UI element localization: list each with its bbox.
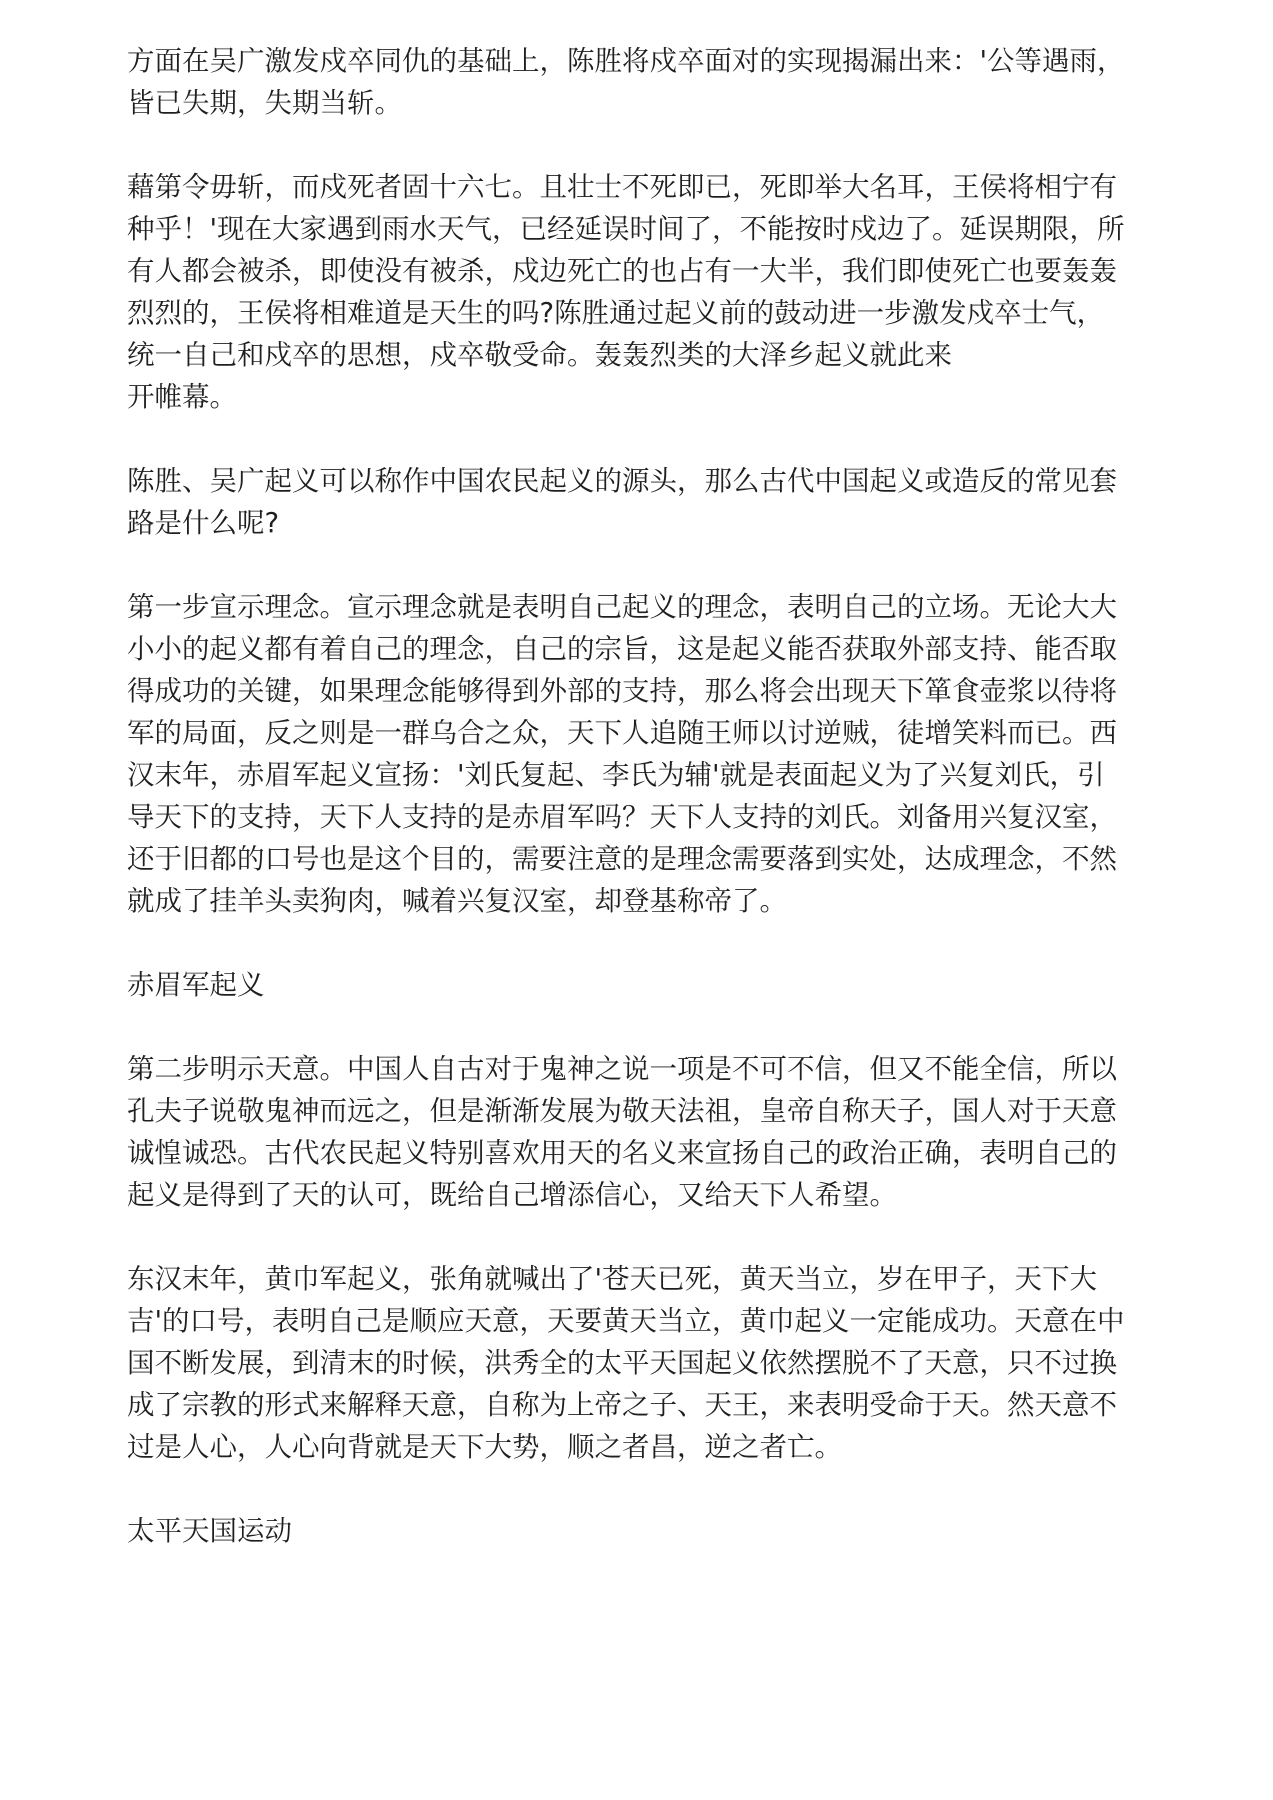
text-line: 导天下的支持，天下人支持的是赤眉军吗？天下人支持的刘氏。刘备用兴复汉室， [127,801,1117,833]
text-line: 孔夫子说敬鬼神而远之，但是渐渐发展为敬天法祖，皇帝自称天子，国人对于天意 [127,1095,1117,1127]
heading-text: 太平天国运动 [127,1515,292,1547]
text-line: 开帷幕。 [127,381,237,413]
paragraph-3 [127,460,1162,544]
text-line: 第一步宣示理念。宣示理念就是表明自己起义的理念，表明自己的立场。无论大大 [127,591,1117,623]
section-heading-taiping [127,1510,1162,1552]
text-line: 吉'的口号，表明自己是顺应天意，天要黄天当立，黄巾起义一定能成功。天意在中 [127,1305,1125,1337]
text-line: 军的局面，反之则是一群乌合之众，天下人追随王师以讨逆贼，徒增笑料而已。西 [127,717,1117,749]
text-line: 统一自己和戍卒的思想，戍卒敬受命。轰轰烈类的大泽乡起义就此来 [127,339,952,371]
paragraph-4 [127,586,1162,922]
paragraph-6 [127,1258,1162,1468]
heading-text: 赤眉军起义 [127,969,265,1001]
text-line: 陈胜、吴广起义可以称作中国农民起义的源头，那么古代中国起义或造反的常见套 [127,465,1117,497]
paragraph-5 [127,1048,1162,1216]
text-line: 过是人心，人心向背就是天下大势，顺之者昌，逆之者亡。 [127,1431,842,1463]
text-line: 起义是得到了天的认可，既给自己增添信心，又给天下人希望。 [127,1179,897,1211]
text-line: 东汉末年，黄巾军起义，张角就喊出了'苍天已死，黄天当立，岁在甲子，天下大 [127,1263,1098,1295]
text-line: 诚惶诚恐。古代农民起义特别喜欢用天的名义来宣扬自己的政治正确，表明自己的 [127,1137,1117,1169]
article-body [127,40,1162,1594]
paragraph-1 [127,40,1162,124]
paragraph-2 [127,166,1162,418]
text-line: 方面在吴广激发戍卒同仇的基础上，陈胜将戍卒面对的实现揭漏出来：'公等遇雨， [127,45,1125,77]
text-line: 种乎！'现在大家遇到雨水天气，已经延误时间了，不能按时戍边了。延误期限，所 [127,213,1125,245]
section-heading-chimei [127,964,1162,1006]
text-line: 国不断发展，到清末的时候，洪秀全的太平天国起义依然摆脱不了天意，只不过换 [127,1347,1117,1379]
text-line: 烈烈的，王侯将相难道是天生的吗?陈胜通过起义前的鼓动进一步激发戍卒士气， [127,297,1105,329]
text-line: 皆已失期，失期当斩。 [127,87,402,119]
text-line: 就成了挂羊头卖狗肉，喊着兴复汉室，却登基称帝了。 [127,885,787,917]
text-line: 成了宗教的形式来解释天意，自称为上帝之子、天王，来表明受命于天。然天意不 [127,1389,1117,1421]
text-line: 得成功的关键，如果理念能够得到外部的支持，那么将会出现天下箪食壶浆以待将 [127,675,1117,707]
text-line: 第二步明示天意。中国人自古对于鬼神之说一项是不可不信，但又不能全信，所以 [127,1053,1117,1085]
text-line: 有人都会被杀，即使没有被杀，戍边死亡的也占有一大半，我们即使死亡也要轰轰 [127,255,1117,287]
text-line: 藉第令毋斩，而戍死者固十六七。且壮士不死即已，死即举大名耳，王侯将相宁有 [127,171,1117,203]
text-line: 小小的起义都有着自己的理念，自己的宗旨，这是起义能否获取外部支持、能否取 [127,633,1117,665]
text-line: 路是什么呢? [127,507,280,539]
text-line: 还于旧都的口号也是这个目的，需要注意的是理念需要落到实处，达成理念，不然 [127,843,1117,875]
text-line: 汉末年，赤眉军起义宣扬：'刘氏复起、李氏为辅'就是表面起义为了兴复刘氏，引 [127,759,1105,791]
